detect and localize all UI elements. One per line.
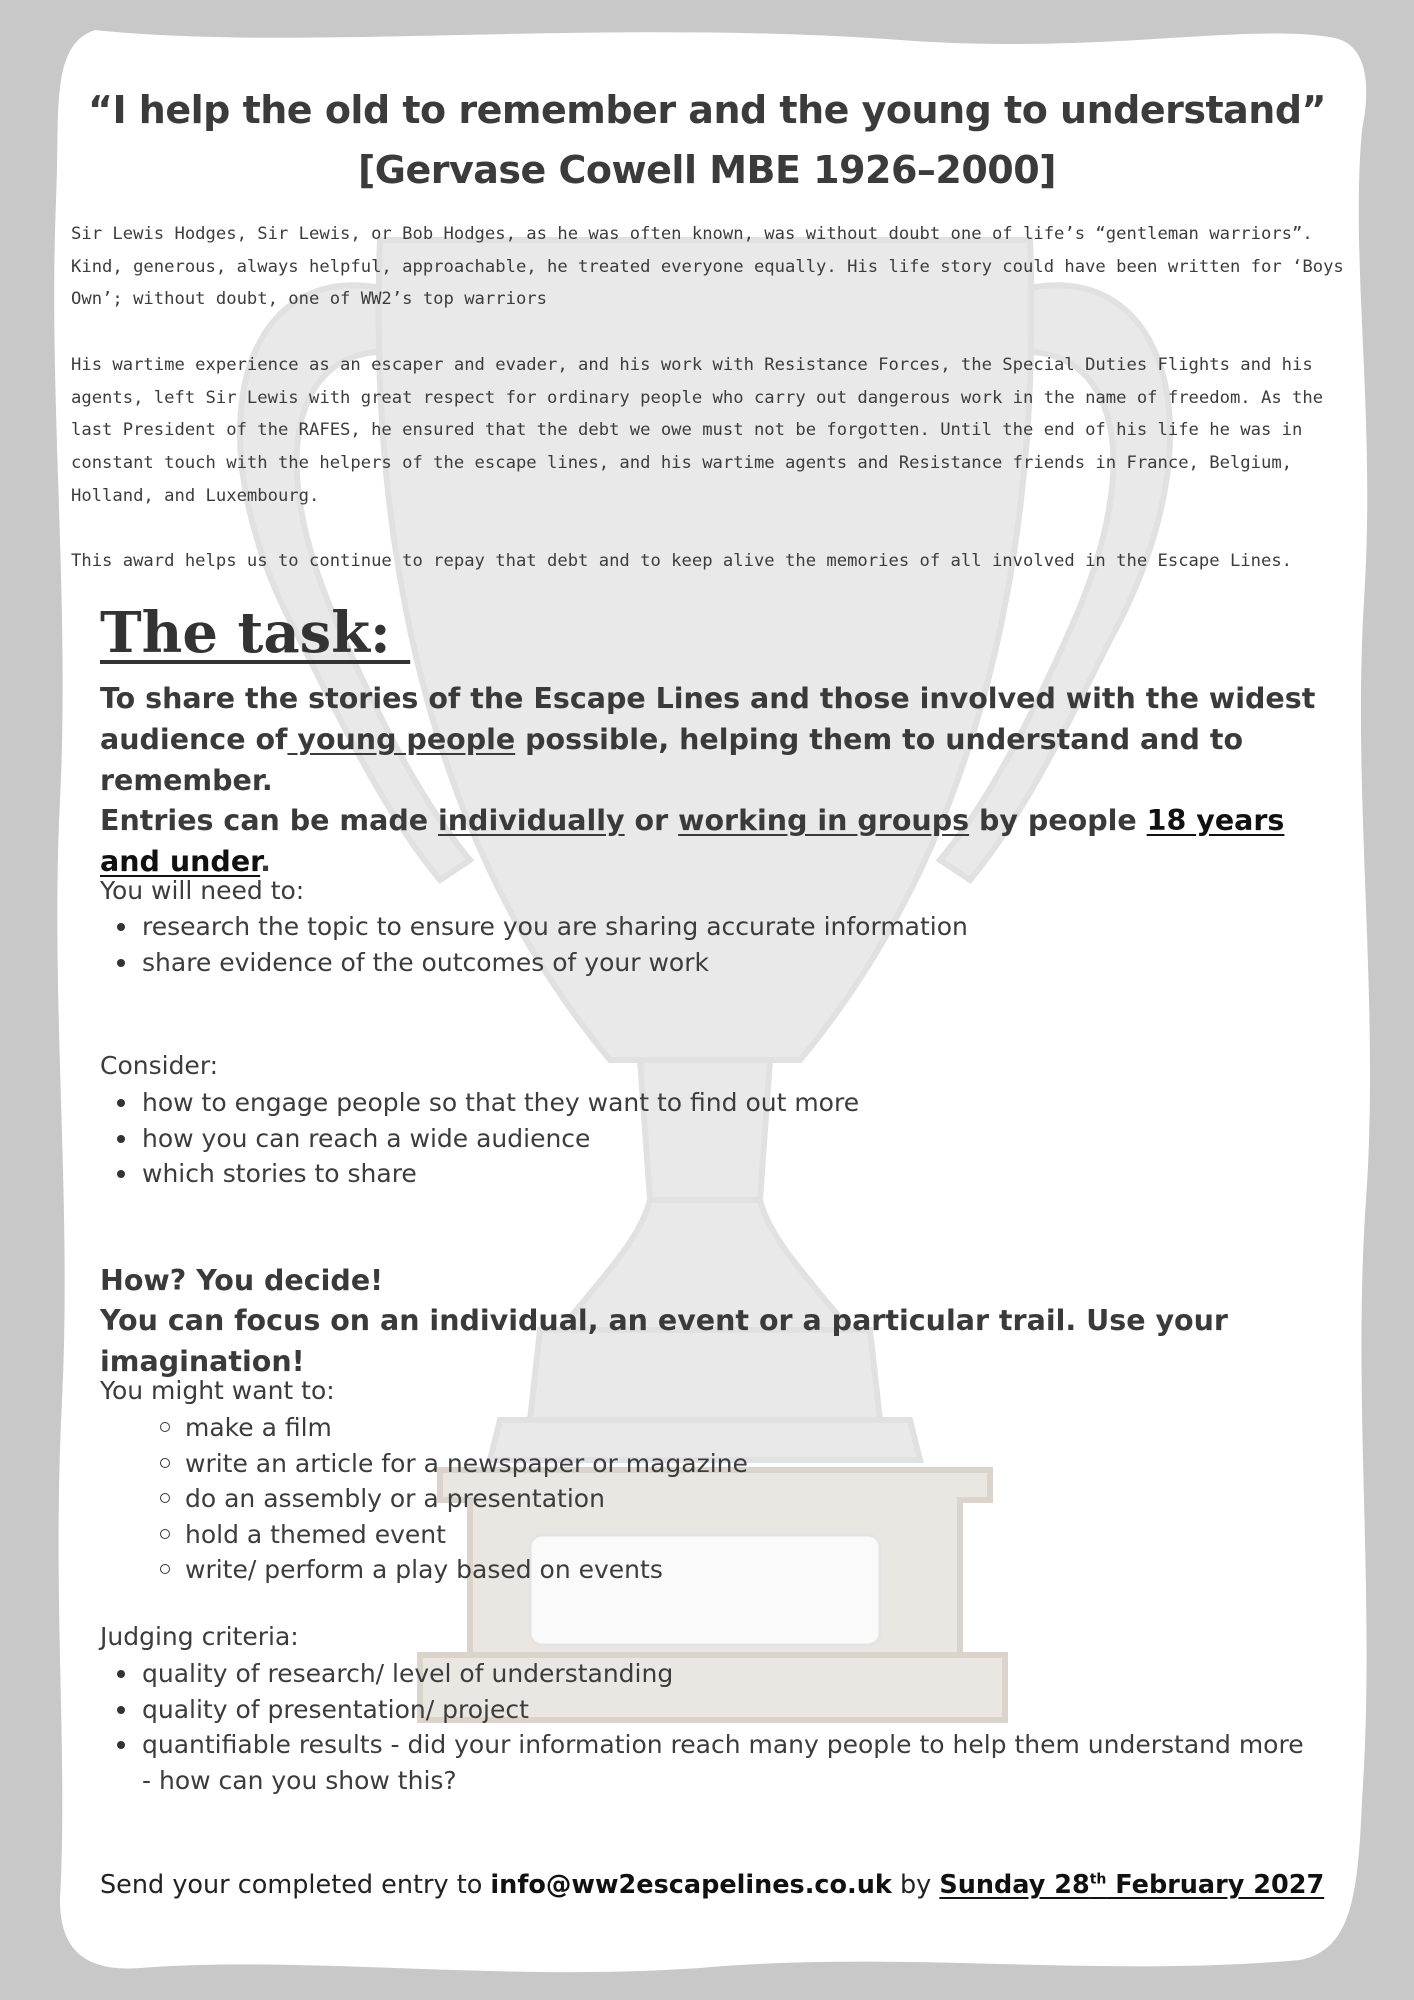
- age-limit: 18 years and under: [100, 804, 1285, 878]
- intro-paragraph-1: Sir Lewis Hodges, Sir Lewis, or Bob Hodges, as he was often known, was without doubt one of life’s “gentleman warriors”. Kind, generous, always helpful, approachable, he treated everyone equally. His life story could have been written for ‘Boys Own’; without doubt, one of WW2’s top warriors: [71, 224, 1344, 310]
- list-item: hold a themed event: [185, 1517, 1285, 1553]
- young-people-emphasis: young people: [287, 723, 516, 756]
- deadline-date: Sunday 28th February 2027: [939, 1870, 1325, 1900]
- list-item: quantifiable results - did your information reach many people to help them understand more - how can you show this?: [142, 1727, 1312, 1798]
- judging-label: Judging criteria:: [100, 1622, 299, 1651]
- quote-title: “I help the old to remember and the young to understand”: [87, 88, 1327, 132]
- quote-attribution: [Gervase Cowell MBE 1926–2000]: [357, 148, 1057, 192]
- list-item: how you can reach a wide audience: [142, 1121, 1312, 1157]
- list-item: do an assembly or a presentation: [185, 1481, 1285, 1517]
- might-list: [185, 1410, 1285, 1588]
- list-item: make a film: [185, 1410, 1285, 1446]
- entries-statement: Entries can be made individually or working in groups by people 18 years and under.: [100, 804, 1285, 878]
- list-item: share evidence of the outcomes of your work: [142, 945, 1312, 981]
- intro-paragraph-2: His wartime experience as an escaper and evader, and his work with Resistance Forces, the Special Duties Flights and his agents, left Sir Lewis with great respect for ordinary people who carry out dangerous work in the name of freedom. As the last President of the RAFES, he ensured that the debt we owe must not be forgotten. Until the end of his life he was in constant touch with the helpers of the escape lines, and his wartime agents and Resistance friends in France, Belgium, Holland, and Luxembourg.: [71, 355, 1324, 506]
- need-label: You will need to:: [100, 876, 305, 905]
- judging-list: [142, 1656, 1312, 1798]
- need-list: [142, 909, 1312, 980]
- how-description: You can focus on an individual, an event or a particular trail. Use your imagination!: [100, 1304, 1228, 1378]
- consider-label: Consider:: [100, 1051, 219, 1080]
- submission-instructions: Send your completed entry to info@ww2escapelines.co.uk by Sunday 28th February 2027: [100, 1870, 1325, 1900]
- intro-paragraph-3: This award helps us to continue to repay that debt and to keep alive the memories of all involved in the Escape Lines.: [71, 551, 1293, 571]
- list-item: write/ perform a play based on events: [185, 1552, 1285, 1588]
- might-label: You might want to:: [100, 1376, 335, 1405]
- list-item: which stories to share: [142, 1156, 1312, 1192]
- list-item: quality of research/ level of understanding: [142, 1656, 1312, 1692]
- list-item: write an article for a newspaper or magazine: [185, 1446, 1285, 1482]
- task-heading: The task:: [100, 600, 411, 666]
- consider-list: [142, 1085, 1312, 1192]
- list-item: research the topic to ensure you are sharing accurate information: [142, 909, 1312, 945]
- contact-email[interactable]: info@ww2escapelines.co.uk: [490, 1870, 892, 1900]
- list-item: how to engage people so that they want to find out more: [142, 1085, 1312, 1121]
- list-item: quality of presentation/ project: [142, 1692, 1312, 1728]
- task-statement: To share the stories of the Escape Lines and those involved with the widest audience of young people possible, helping them to understand and to remember.: [100, 682, 1316, 797]
- how-heading: How? You decide!: [100, 1264, 384, 1297]
